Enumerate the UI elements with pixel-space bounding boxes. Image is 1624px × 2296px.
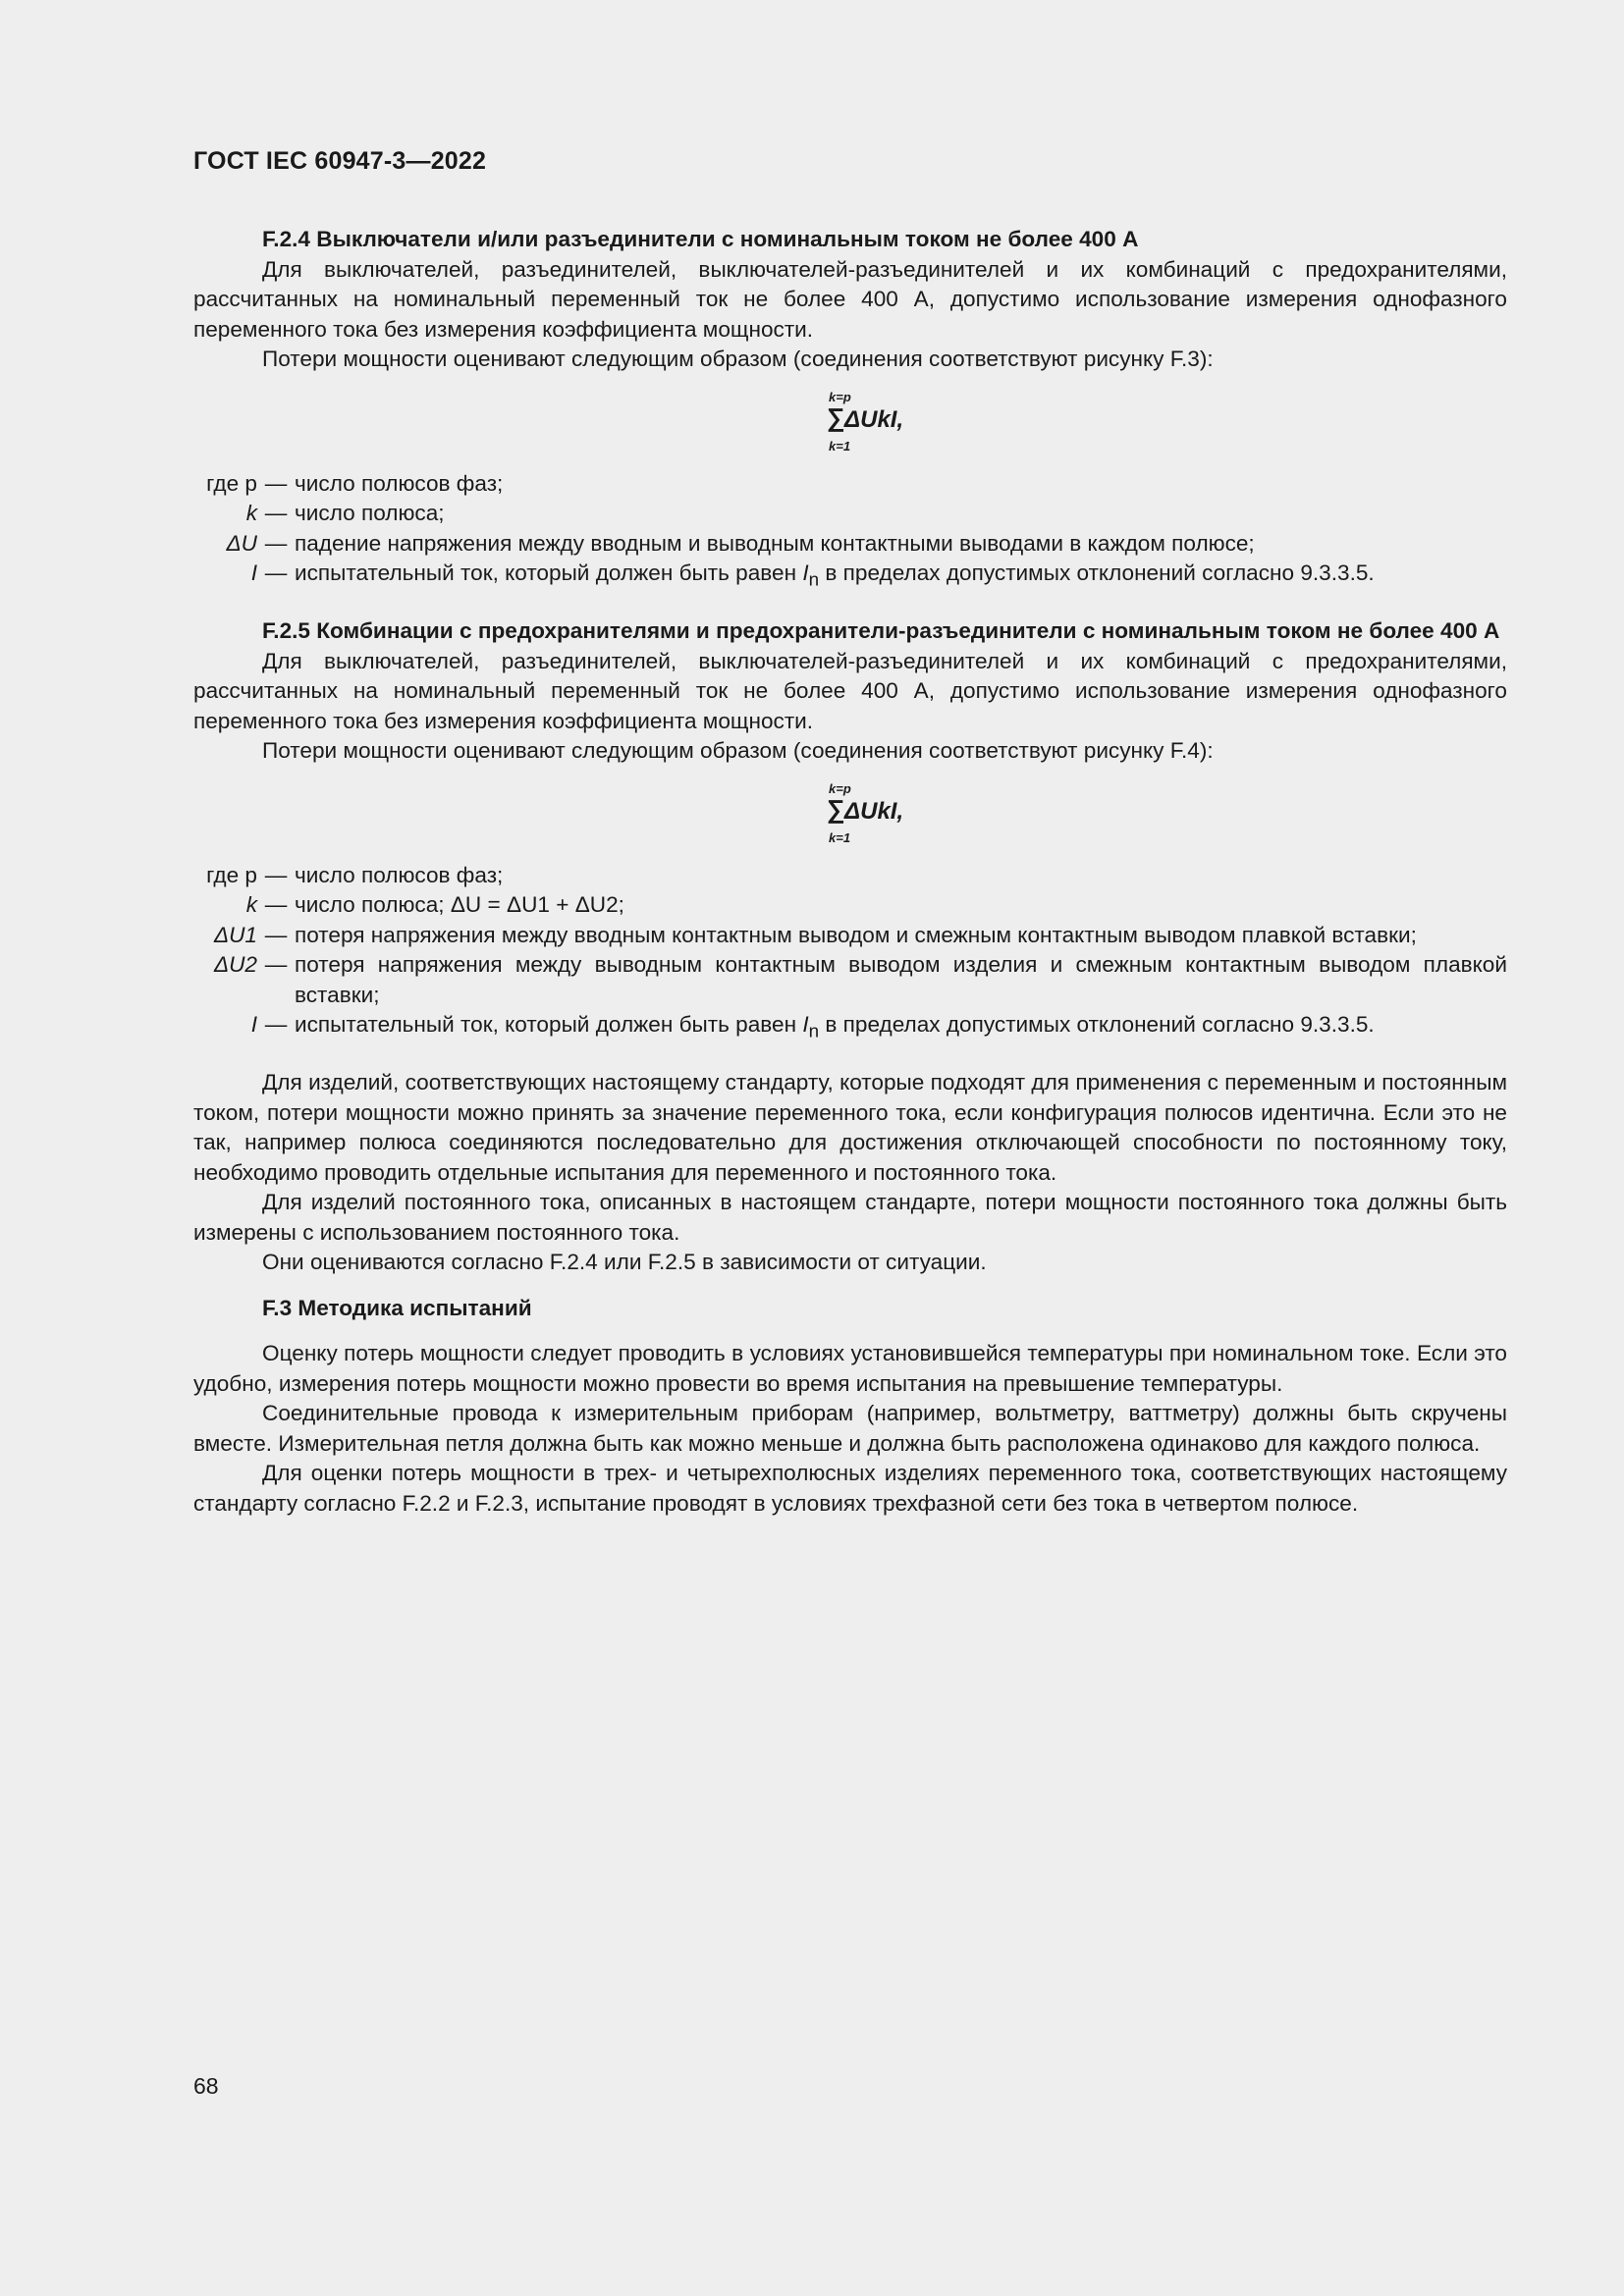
- definition-text: потеря напряжения между вводным контактным выводом и смежным контактным выводом плавкой вставки;: [295, 922, 1417, 947]
- definition-item: ΔU1 — потеря напряжения между вводным контактным выводом и смежным контактным выводом плавкой вставки;: [193, 921, 1507, 951]
- paragraph: Они оцениваются согласно F.2.4 или F.2.5 в зависимости от ситуации.: [262, 1250, 987, 1275]
- sum-lower-limit: k=1: [829, 829, 851, 845]
- definition-item: ΔU2 — потеря напряжения между выводным контактным выводом изделия и смежным контактным выводом плавкой вставки;: [193, 950, 1507, 1010]
- formula-sum: [193, 782, 1507, 849]
- definition-text: падение напряжения между вводным и выводным контактными выводами в каждом полюсе;: [295, 530, 1255, 556]
- page-number: 68: [193, 2073, 219, 2099]
- paragraph: Потери мощности оценивают следующим образом (соединения соответствуют рисунку F.4):: [262, 738, 1214, 764]
- paragraph: Для изделий постоянного тока, описанных в настоящем стандарте, потери мощности постоянного тока должны быть измерены с использованием постоянного тока.: [193, 1190, 1507, 1245]
- definition-text: испытательный ток, который должен быть равен $I_n$ в пределах допустимых отклонений согласно 9.3.3.5.: [295, 561, 1375, 590]
- paragraph: Для оценки потерь мощности в трех- и четырехполюсных изделиях переменного тока, соответствующих настоящему стандарту согласно F.2.2 и F.2.3, испытание проводят в условиях трехфазной сети без тока в четвертом полюсе.: [193, 1461, 1507, 1516]
- definition-symbol: ΔU1: [213, 922, 257, 947]
- document-header: ГОСТ IEC 60947-3—2022: [193, 147, 487, 175]
- definition-text: число полюсов фаз;: [295, 470, 504, 496]
- definition-item: I — испытательный ток, который должен быть равен $I_n$ в пределах допустимых отклонений согласно 9.3.3.5.: [193, 1010, 1507, 1046]
- definition-symbol: ΔU: [226, 530, 257, 556]
- definitions-list: [193, 469, 1507, 596]
- definition-item: где p — число полюсов фаз;: [193, 469, 1507, 500]
- paragraph: Для выключателей, разъединителей, выключателей-разъединителей и их комбинаций с предохранителями, рассчитанных на номинальный переменный ток не более 400 А, допустимо использование измерения однофазного переменного тока без измерения коэффициента мощности.: [193, 648, 1507, 733]
- sigma-symbol: ∑: [827, 401, 845, 432]
- definition-symbol: k: [245, 501, 257, 525]
- definition-item: k — число полюса;: [193, 499, 1507, 529]
- paragraph: Потери мощности оценивают следующим образом (соединения соответствуют рисунку F.3):: [262, 347, 1214, 371]
- definition-item: где p — число полюсов фаз;: [193, 861, 1507, 891]
- sum-expression: ΔUkI,: [844, 797, 904, 825]
- sum-expression: ΔUkI,: [844, 405, 904, 433]
- section-heading-f24: F.2.4 Выключатели и/или разъединители с номинальным током не более 400 А: [262, 227, 1139, 251]
- sum-lower-limit: k=1: [829, 438, 851, 454]
- definition-symbol: I: [250, 561, 257, 585]
- definition-item: ΔU — падение напряжения между вводным и выводным контактными выводами в каждом полюсе;: [193, 529, 1507, 560]
- definition-text: число полюса;: [295, 501, 445, 525]
- paragraph: Для выключателей, разъединителей, выключателей-разъединителей и их комбинаций с предохранителями, рассчитанных на номинальный переменный ток не более 400 А, допустимо использование измерения однофазного переменного тока без измерения коэффициента мощности.: [193, 256, 1507, 342]
- section-heading-f3: F.3 Методика испытаний: [262, 1295, 532, 1320]
- sum-upper-limit: k=p: [829, 389, 851, 404]
- section-heading-f25: F.2.5 Комбинации с предохранителями и предохранители-разъединители с номинальным током не более 400 А: [262, 618, 1500, 644]
- definition-symbol: где p: [206, 470, 257, 496]
- definition-item: I — испытательный ток, который должен быть равен $I_n$ в пределах допустимых отклонений согласно 9.3.3.5.: [193, 559, 1507, 595]
- definition-item: k — число полюса; ΔU = ΔU1 + ΔU2;: [193, 890, 1507, 921]
- paragraph: Оценку потерь мощности следует проводить в условиях установившейся температуры при номинальном токе. Если это удобно, измерения потерь мощности можно провести во время испытания на превышение температуры.: [193, 1341, 1507, 1396]
- paragraph: Для изделий, соответствующих настоящему стандарту, которые подходят для применения с переменным и постоянным током, потери мощности можно принять за значение переменного тока, если конфигурация полюсов идентична. Если это не так, например полюса соединяются последовательно для достижения отключающей способности по постоянному току, необходимо проводить отдельные испытания для переменного и постоянного тока.: [193, 1070, 1507, 1185]
- sum-upper-limit: k=p: [829, 780, 851, 796]
- definition-text: испытательный ток, который должен быть равен $I_n$ в пределах допустимых отклонений согласно 9.3.3.5.: [295, 1012, 1375, 1041]
- definition-text: число полюса; ΔU = ΔU1 + ΔU2;: [295, 892, 624, 918]
- page-body: [193, 225, 1507, 1519]
- paragraph: Соединительные провода к измерительным приборам (например, вольтметру, ваттметру) должны быть скручены вместе. Измерительная петля должна быть как можно меньше и должна быть расположена одинаково для каждого полюса.: [193, 1401, 1507, 1456]
- definition-text: число полюсов фаз;: [295, 862, 504, 887]
- definition-symbol: ΔU2: [213, 952, 257, 978]
- formula-sum: [193, 391, 1507, 457]
- definitions-list: [193, 861, 1507, 1047]
- definition-symbol: k: [245, 892, 257, 918]
- sigma-symbol: ∑: [827, 793, 845, 824]
- definition-symbol: I: [250, 1012, 257, 1038]
- definition-text: потеря напряжения между выводным контактным выводом изделия и смежным контактным выводом плавкой вставки;: [295, 952, 1507, 1007]
- definition-symbol: где p: [206, 862, 257, 887]
